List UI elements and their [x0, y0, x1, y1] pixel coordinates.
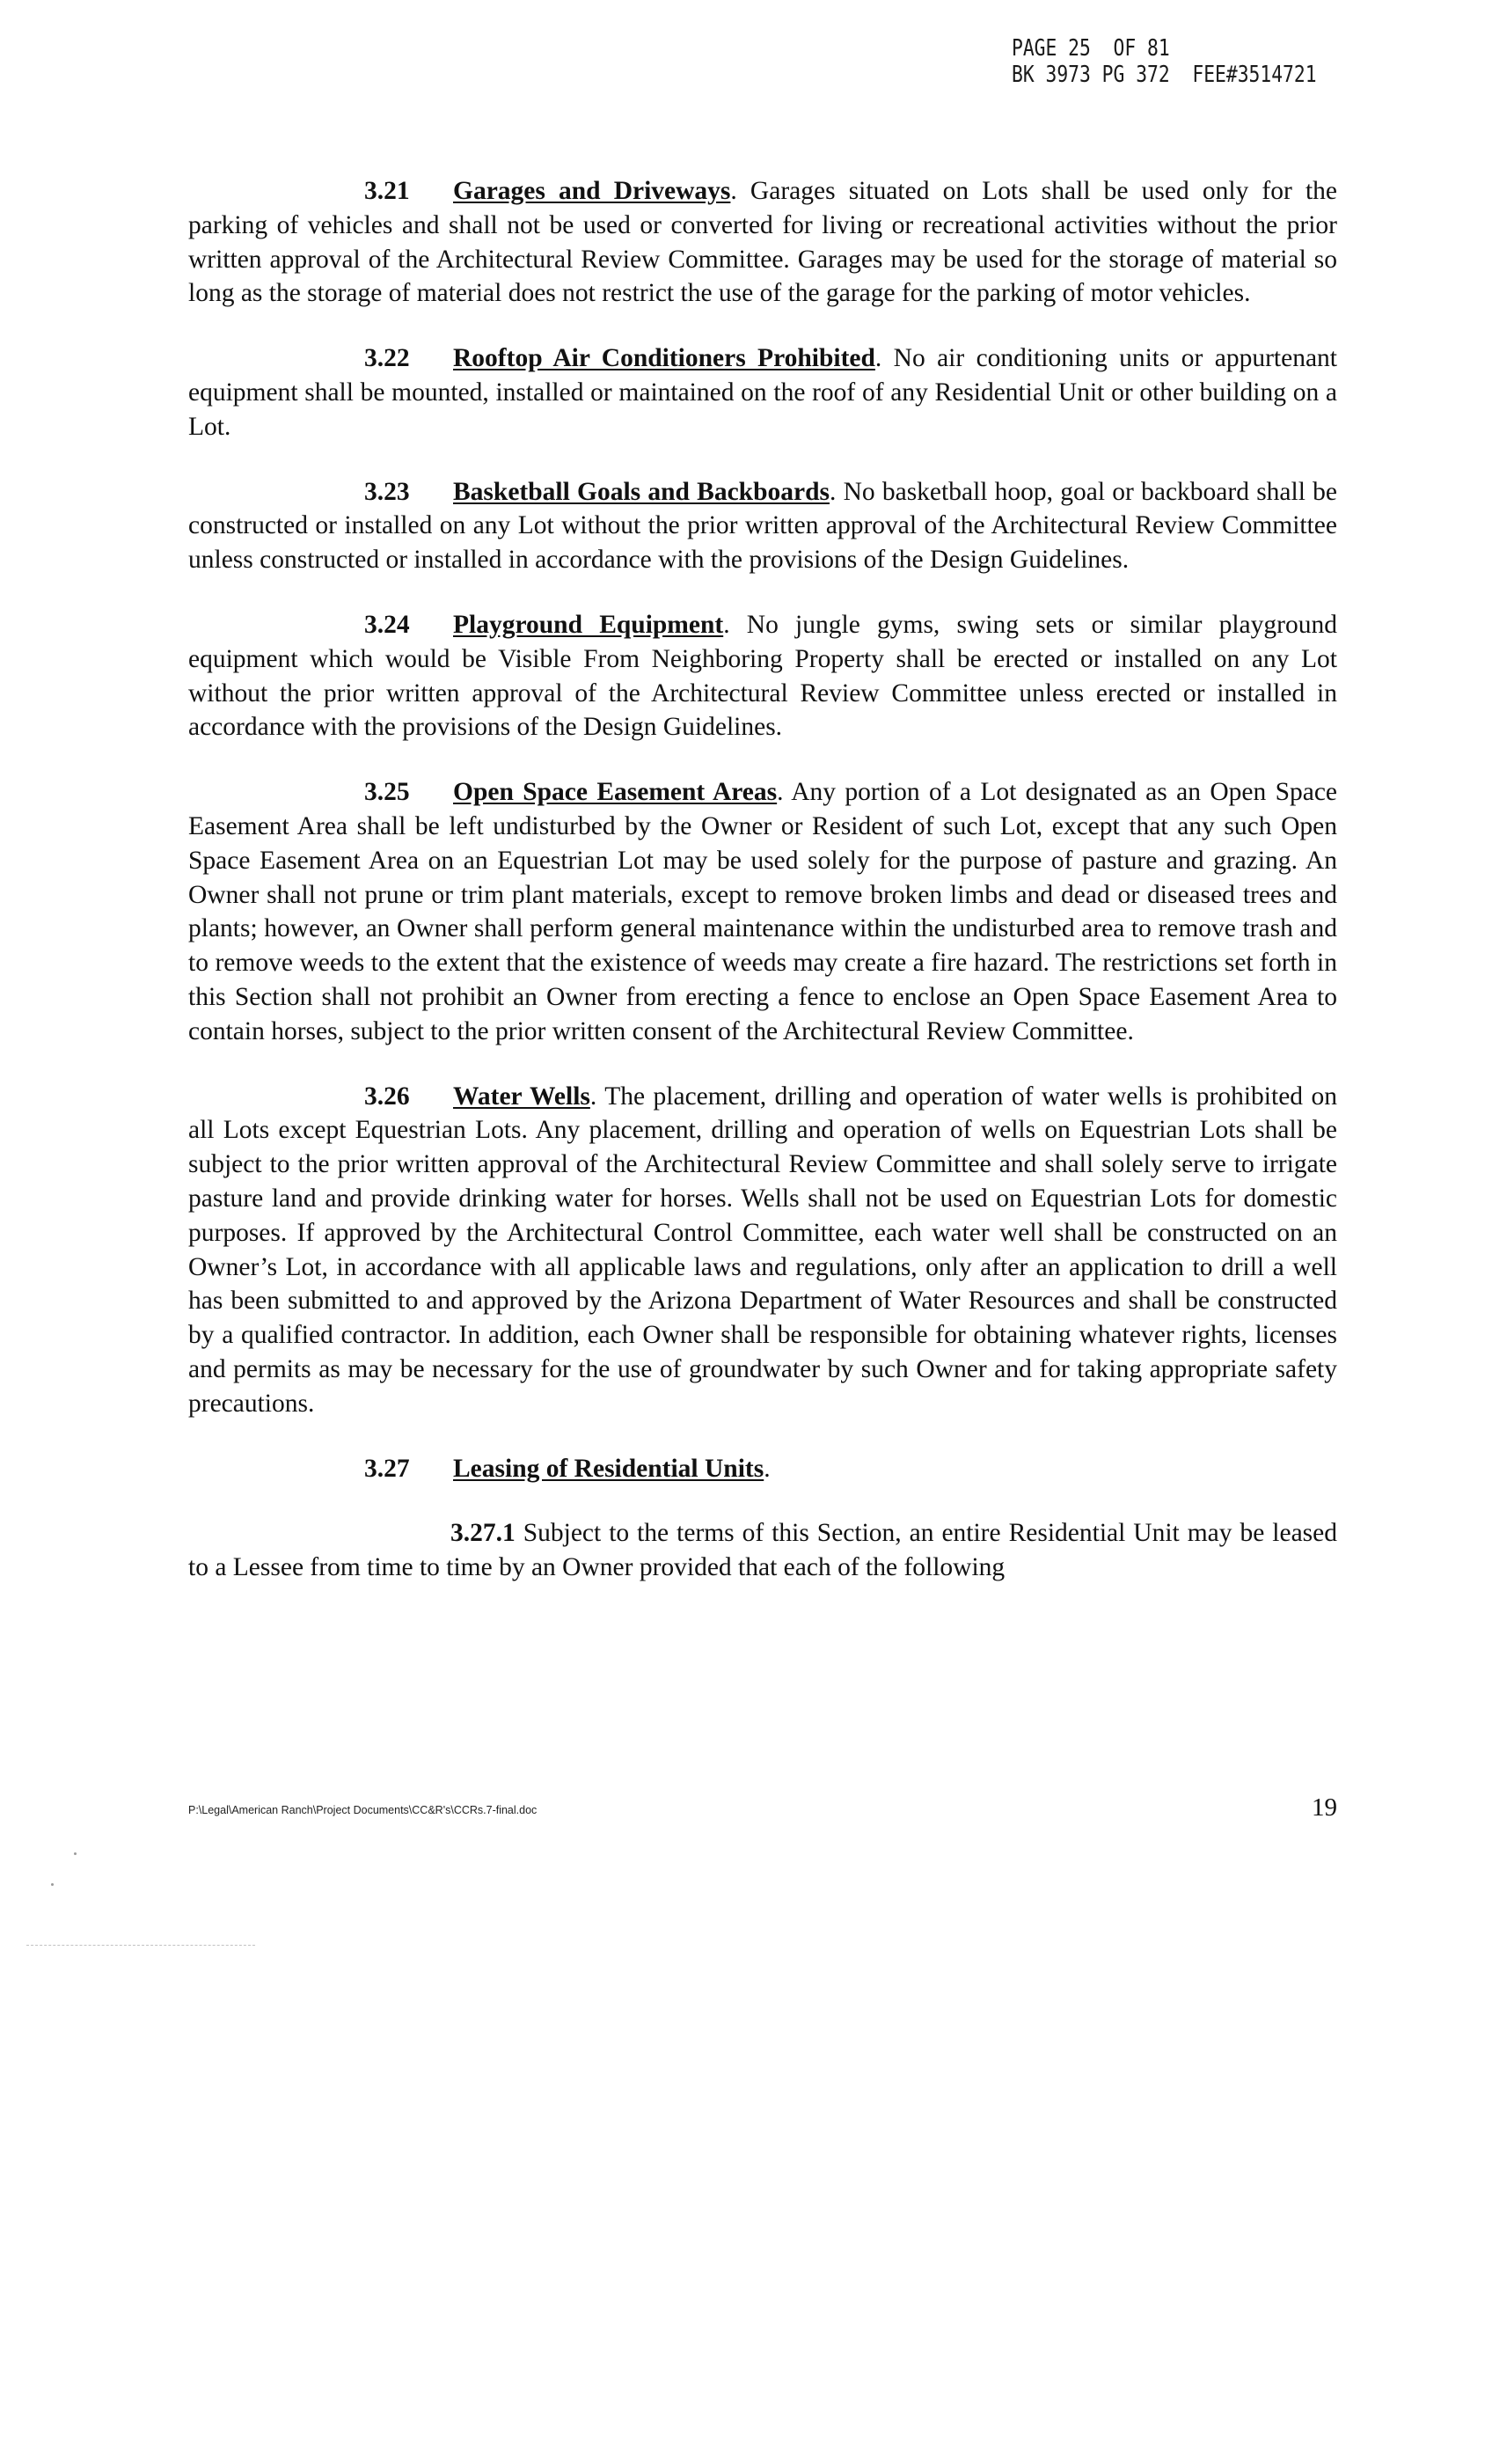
section-3-24 [188, 608, 1337, 744]
section-number: 3.26 [364, 1082, 410, 1111]
section-body: . Garages situated on Lots shall be used only for the parking of vehicles and shall not be used or converted for living or recreational activities without the prior written approval of the Architectural Review Committee. Garages may be used for the storage of material so long as the storage of material does not restrict the use of the garage for the parking of motor vehicles. [188, 177, 1337, 308]
section-heading: Rooftop Air Conditioners Prohibited [453, 344, 875, 373]
section-number: 3.23 [364, 477, 410, 506]
section-heading: Leasing of Residential Units [453, 1454, 764, 1483]
subsection-number: 3.27.1 [450, 1519, 516, 1548]
subsection-3-27-1 [188, 1516, 1337, 1585]
section-3-25 [188, 775, 1337, 1048]
section-3-26 [188, 1080, 1337, 1421]
section-heading: Playground Equipment [453, 610, 724, 639]
section-body: . The placement, drilling and operation of water wells is prohibited on all Lots except Equestrian Lots. Any placement, drilling and operation of wells on Equestrian Lots shall be subject to the prior written approval of the Architectural Review Committee and shall solely serve to irrigate pasture land and provide drinking water for horses. Wells shall not be used on Equestrian Lots for domestic purposes. If approved by the Architectural Control Committee, each water well shall be constructed on an Owner’s Lot, in accordance with all applicable laws and regulations, only after an application to drill a well has been submitted to and approved by the Arizona Department of Water Resources and shall be constructed by a qualified contractor. In addition, each Owner shall be responsible for obtaining whatever rights, licenses and permits as may be necessary for the use of groundwater by such Owner and for taking appropriate safety precautions. [188, 1082, 1338, 1418]
section-3-23 [188, 475, 1337, 577]
section-3-22 [188, 341, 1337, 444]
subsection-body: Subject to the terms of this Section, an entire Residential Unit may be leased to a Lessee from time to time by an Owner provided that each of the following [188, 1519, 1337, 1582]
section-heading: Open Space Easement Areas [453, 778, 778, 807]
section-number: 3.24 [364, 610, 410, 639]
section-3-27 [188, 1452, 1337, 1486]
section-number: 3.21 [364, 177, 410, 205]
footer-file-path: P:\Legal\American Ranch\Project Documents\CC&R's\CCRs.7-final.doc [188, 1804, 538, 1816]
document-body [188, 174, 1337, 1585]
section-body: . No air conditioning units or appurtenant equipment shall be mounted, installed or maintained on the roof of any Residential Unit or other building on a Lot. [188, 344, 1337, 441]
section-body: . [764, 1454, 771, 1483]
scan-speck [74, 1852, 77, 1855]
section-number: 3.25 [364, 778, 410, 807]
stamp-page-line: PAGE 25 OF 81 [1012, 35, 1170, 62]
section-number: 3.27 [364, 1454, 410, 1483]
section-body: . No basketball hoop, goal or backboard shall be constructed or installed on any Lot without the prior written approval of the Architectural Review Committee unless constructed or installed in accordance with the provisions of the Design Guidelines. [188, 477, 1337, 575]
page-number: 19 [1312, 1793, 1337, 1822]
scan-speck [51, 1883, 54, 1886]
section-heading: Basketball Goals and Backboards [453, 477, 830, 506]
recording-stamp [1012, 35, 1329, 88]
section-number: 3.22 [364, 344, 410, 373]
section-body: . No jungle gyms, swing sets or similar playground equipment which would be Visible From Neighboring Property shall be erected or installed on any Lot without the prior written approval of the Architectural Review Committee unless erected or installed in accordance with the provisions of the Design Guidelines. [188, 610, 1337, 742]
section-heading: Water Wells [453, 1082, 590, 1111]
section-body: . Any portion of a Lot designated as an Open Space Easement Area shall be left undisturbed by the Owner or Resident of such Lot, except that any such Open Space Easement Area on an Equestrian Lot may be used solely for the purpose of pasture and grazing. An Owner shall not prune or trim plant materials, except to remove broken limbs and dead or diseased trees and plants; however, an Owner shall perform general maintenance within the undisturbed area to remove trash and to remove weeds to the extent that the existence of weeds may create a fire hazard. The restrictions set forth in this Section shall not prohibit an Owner from erecting a fence to enclose an Open Space Easement Area to contain horses, subject to the prior written consent of the Architectural Review Committee. [188, 778, 1338, 1045]
scan-artifact [26, 1945, 255, 1951]
stamp-book-line: BK 3973 PG 372 FEE#3514721 [1012, 62, 1317, 88]
section-heading: Garages and Driveways [453, 177, 731, 205]
section-3-21 [188, 174, 1337, 311]
